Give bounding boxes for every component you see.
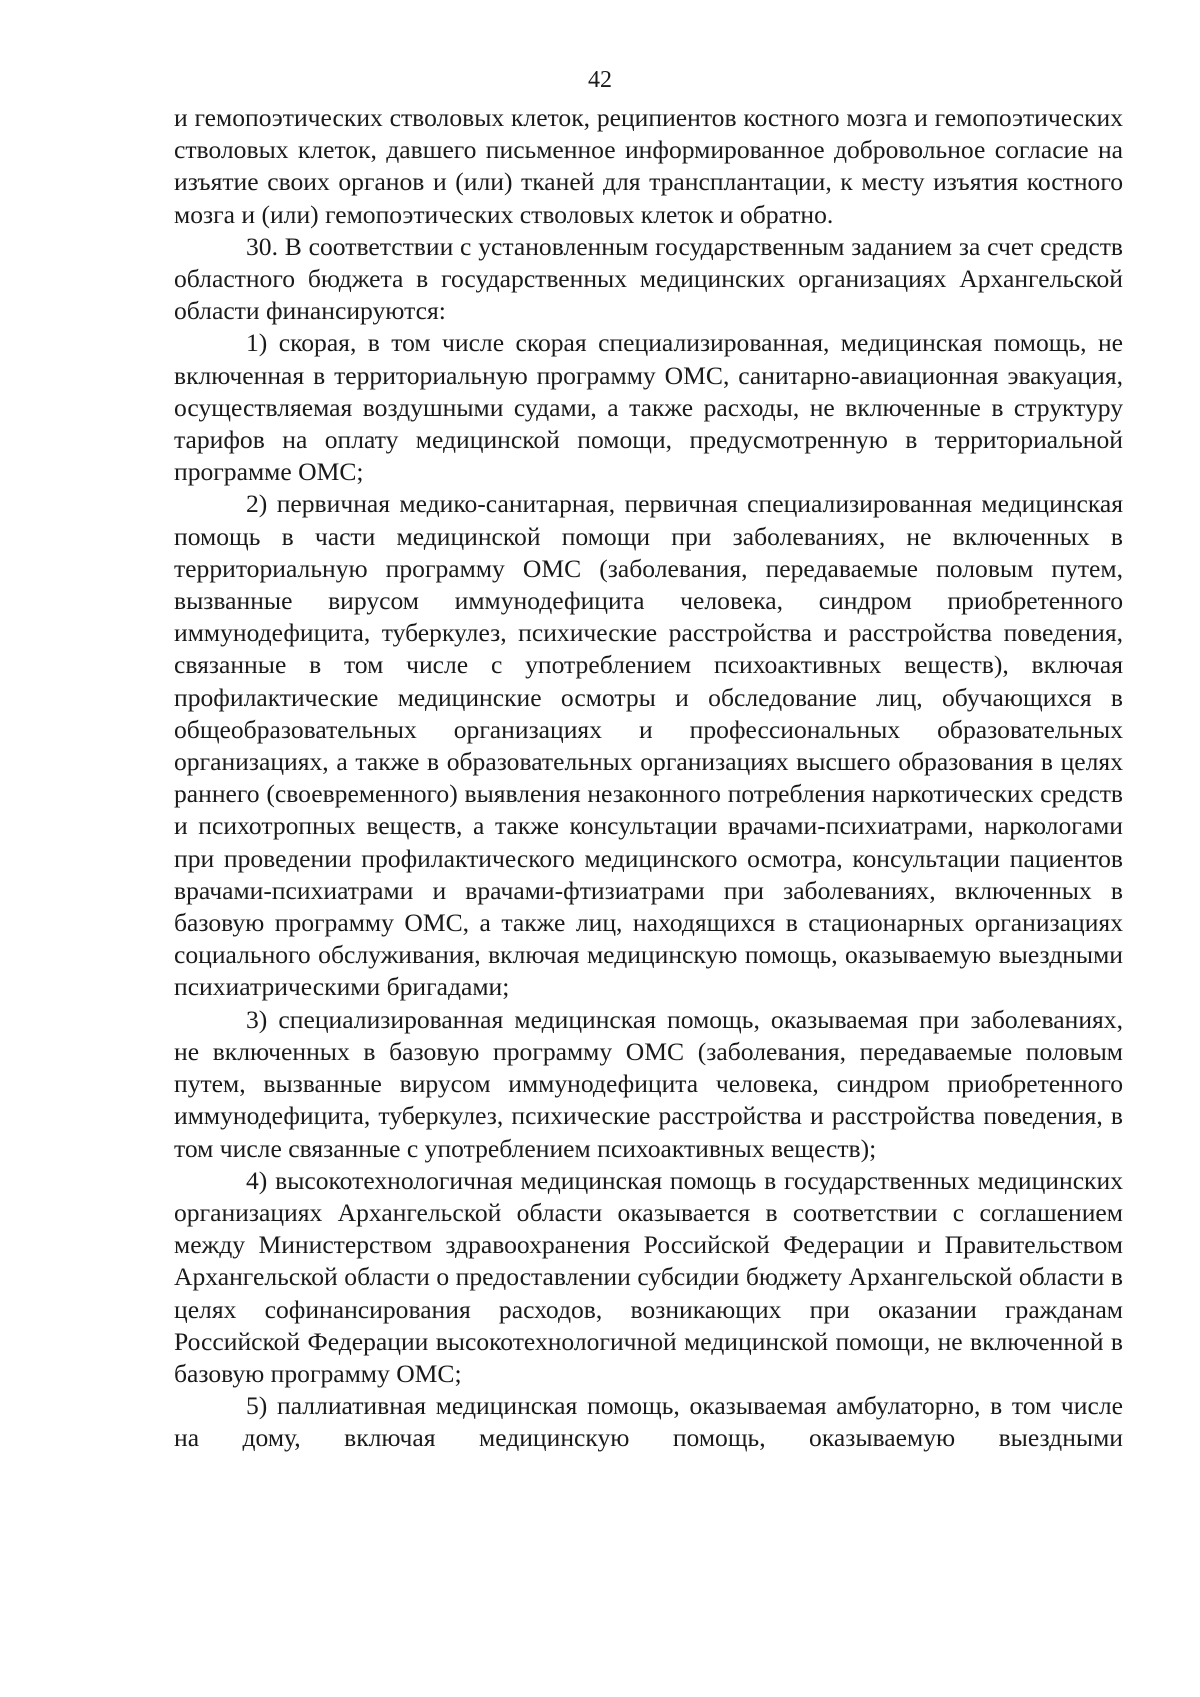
paragraph-subitem-5: 5) паллиативная медицинская помощь, оказываемая амбулаторно, в том числе на дому, включая медицинскую помощь, оказываемую выездными: [174, 1391, 1123, 1453]
document-text: [174, 102, 1123, 1455]
page-number: 42: [588, 67, 612, 93]
paragraph-continuation: и гемопоэтических стволовых клеток, реципиентов костного мозга и гемопоэтических стволовых клеток, давшего письменное информированное добровольное согласие на изъятие своих органов и (или) тканей для трансплантации, к месту изъятия костного мозга и (или) гемопоэтических стволовых клеток и обратно.: [174, 103, 1123, 229]
paragraph-subitem-2: 2) первичная медико-санитарная, первичная специализированная медицинская помощь в части медицинской помощи при заболеваниях, не включенных в территориальную программу ОМС (заболевания, передаваемые половым путем, вызванные вирусом иммунодефицита человека, синдром приобретенного иммунодефицита, туберкулез, психические расстройства и расстройства поведения, связанные в том числе с употреблением психоактивных веществ), включая профилактические медицинские осмотры и обследование лиц, обучающихся в общеобразовательных организациях и профессиональных образовательных организациях, а также в образовательных организациях высшего образования в целях раннего (своевременного) выявления незаконного потребления наркотических средств и психотропных веществ, а также консультации врачами-психиатрами, наркологами при проведении профилактического медицинского осмотра, консультации пациентов врачами-психиатрами и врачами-фтизиатрами при заболеваниях, включенных в базовую программу ОМС, а также лиц, находящихся в стационарных организациях социального обслуживания, включая медицинскую помощь, оказываемую выездными психиатрическими бригадами;: [174, 489, 1123, 1002]
paragraph-subitem-3: 3) специализированная медицинская помощь, оказываемая при заболеваниях, не включенных в базовую программу ОМС (заболевания, передаваемые половым путем, вызванные вирусом иммунодефицита человека, синдром приобретенного иммунодефицита, туберкулез, психические расстройства и расстройства поведения, в том числе связанные с употреблением психоактивных веществ);: [174, 1004, 1123, 1163]
paragraph-subitem-4: 4) высокотехнологичная медицинская помощь в государственных медицинских организациях Архангельской области оказывается в соответствии с соглашением между Министерством здравоохранения Российской Федерации и Правительством Архангельской области о предоставлении субсидии бюджету Архангельской области в целях софинансирования расходов, возникающих при оказании гражданам Российской Федерации высокотехнологичной медицинской помощи, не включенной в базовую программу ОМС;: [174, 1165, 1123, 1388]
paragraph-item-30: 30. В соответствии с установленным государственным заданием за счет средств областного бюджета в государственных медицинских организациях Архангельской области финансируются:: [174, 231, 1123, 326]
paragraph-subitem-1: 1) скорая, в том числе скорая специализированная, медицинская помощь, не включенная в территориальную программу ОМС, санитарно-авиационная эвакуация, осуществляемая воздушными судами, а также расходы, не включенные в структуру тарифов на оплату медицинской помощи, предусмотренную в территориальной программе ОМС;: [174, 328, 1123, 487]
